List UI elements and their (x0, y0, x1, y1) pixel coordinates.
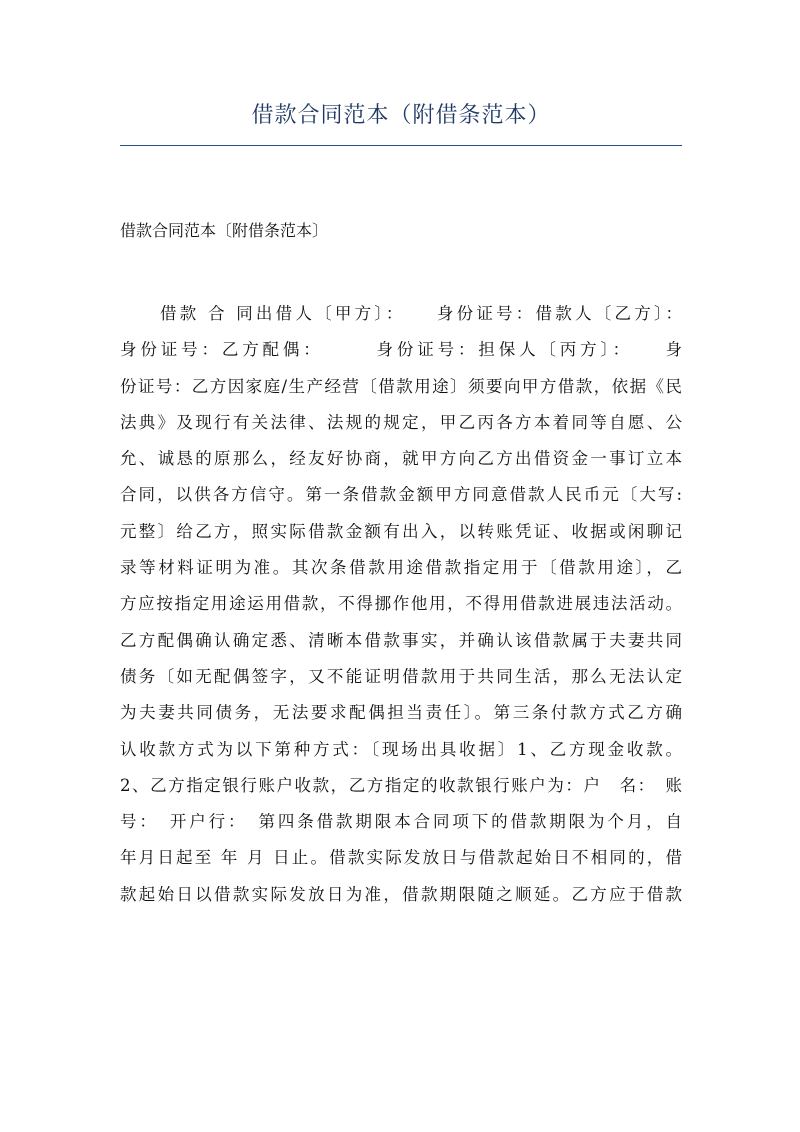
body-line: 录等材料证明为准。其次条借款用途借款指定用于〔借款用途〕，乙 (120, 558, 682, 578)
body-line: 元整〕给乙方，照实际借款金额有出入，以转账凭证、收据或闲聊记 (120, 521, 682, 541)
document-title: 借款合同范本（附借条范本） (251, 103, 551, 128)
body-line: 为夫妻共同债务，无法要求配偶担当责任〕。第三条付款方式乙方确 (120, 703, 682, 723)
body-line: 认收款方式为以下第种方式：〔现场出具收据〕1、乙方现金收款。 (120, 739, 682, 759)
document-subtitle: 借款合同范本〔附借条范本〕 (120, 221, 329, 240)
body-line: 合同，以供各方信守。第一条借款金额甲方同意借款人民币元〔大写: (120, 485, 682, 505)
body-line: 2、乙方指定银行账户收款，乙方指定的收款银行账户为：户 名： 账 (120, 775, 682, 795)
body-line: 份证号：乙方因家庭/生产经营〔借款用途〕须要向甲方借款，依据《民 (120, 376, 682, 396)
body-line: 方应按指定用途运用借款，不得挪作他用，不得用借款进展违法活动。 (120, 594, 682, 614)
body-line: 借款 合 同出借人〔甲方〕： 身份证号：借款人〔乙方〕： (160, 304, 682, 323)
body-line: 款起始日以借款实际发放日为准，借款期限随之顺延。乙方应于借款 (120, 884, 682, 904)
contract-body (120, 296, 682, 913)
title-divider (120, 145, 682, 146)
body-line: 法典》及现行有关法律、法规的规定，甲乙丙各方本着同等自愿、公 (120, 412, 682, 432)
body-line: 号： 开户行： 第四条借款期限本合同项下的借款期限为个月，自 (120, 812, 682, 832)
body-line: 债务〔如无配偶签字，又不能证明借款用于共同生活，那么无法认定 (120, 666, 682, 686)
body-line: 身份证号：乙方配偶： 身份证号：担保人〔丙方〕： 身 (120, 340, 682, 360)
body-line: 允、诚恳的原那么，经友好协商，就甲方向乙方出借资金一事订立本 (120, 449, 682, 469)
body-line: 年月日起至 年 月 日止。借款实际发放日与借款起始日不相同的，借 (120, 848, 682, 868)
body-line: 乙方配偶确认确定悉、清晰本借款事实，并确认该借款属于夫妻共同 (120, 630, 682, 650)
